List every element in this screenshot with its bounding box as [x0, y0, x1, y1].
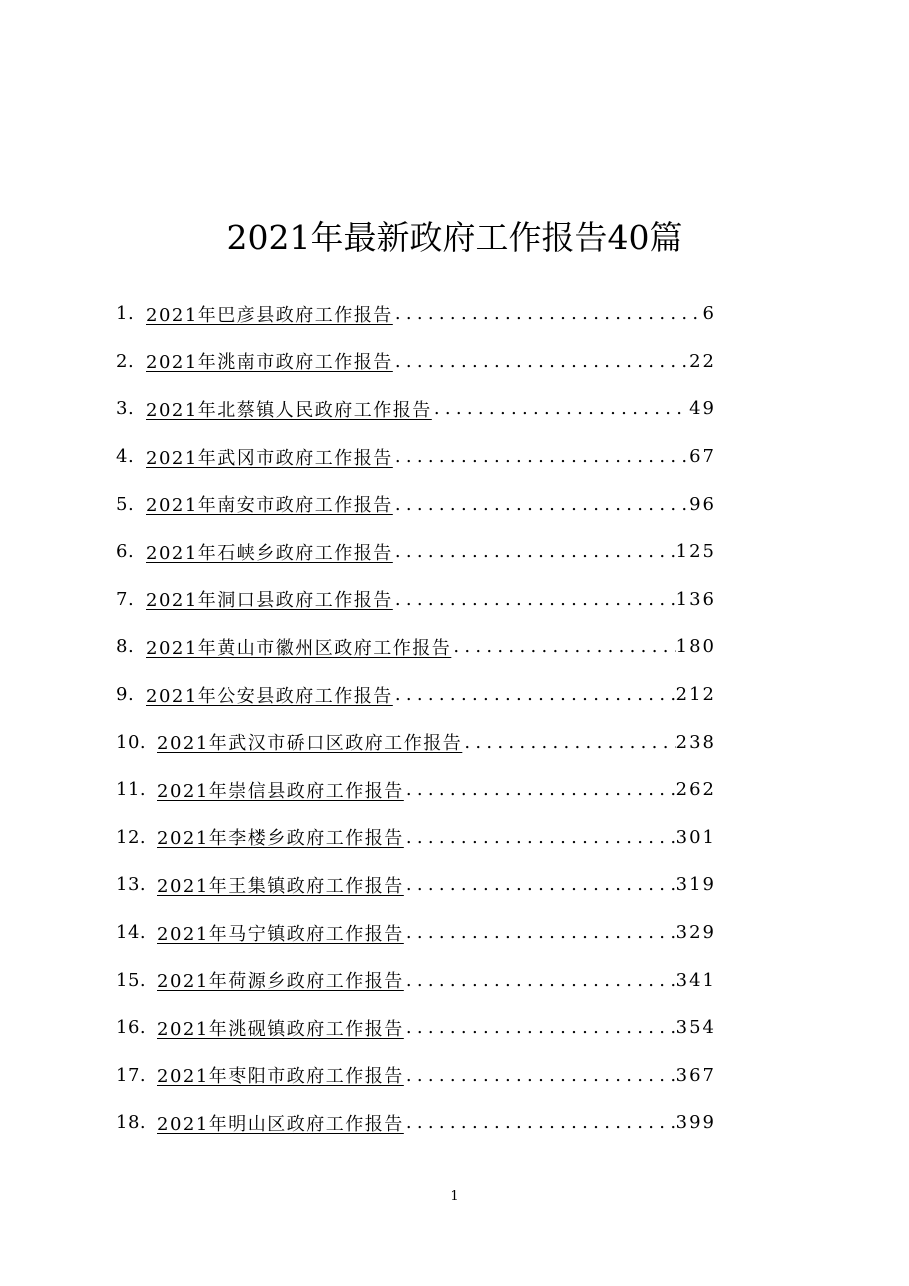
toc-entry-link[interactable]: 2021年崇信县政府工作报告 — [157, 780, 404, 802]
toc-entry — [116, 338, 716, 386]
toc-leader-dots — [395, 303, 703, 324]
toc-entry — [116, 718, 716, 766]
toc-entry-page: 329 — [675, 922, 716, 944]
toc-entry-page: 6 — [702, 303, 716, 325]
toc-entry-number: 15. — [116, 969, 147, 991]
toc-leader-dots — [395, 494, 689, 515]
toc-entry-link[interactable]: 2021年洞口县政府工作报告 — [146, 590, 393, 612]
toc-leader-dots — [464, 732, 675, 753]
toc-entry-link[interactable]: 2021年荷源乡政府工作报告 — [157, 971, 404, 993]
toc-entry-number: 17. — [116, 1064, 147, 1086]
toc-entry-page: 96 — [689, 493, 716, 515]
toc-entry-link[interactable]: 2021年王集镇政府工作报告 — [157, 875, 404, 897]
toc-leader-dots — [406, 1065, 676, 1086]
toc-entry-page: 22 — [689, 350, 716, 372]
toc-entry-page: 354 — [675, 1017, 716, 1039]
toc-leader-dots — [395, 446, 689, 467]
toc-entry — [116, 1099, 716, 1147]
toc-leader-dots — [434, 398, 689, 419]
toc-entry — [116, 1052, 716, 1100]
toc-entry-page: 238 — [675, 731, 716, 753]
toc-entry-number: 2. — [116, 350, 135, 372]
toc-entry-link[interactable]: 2021年武汉市硚口区政府工作报告 — [157, 733, 463, 755]
toc-entry-number: 12. — [116, 826, 147, 848]
toc-entry-number: 7. — [116, 588, 135, 610]
toc-entry-number: 10. — [116, 731, 147, 753]
toc-entry-link[interactable]: 2021年洮砚镇政府工作报告 — [157, 1018, 404, 1040]
toc-leader-dots — [453, 636, 675, 657]
toc-entry-page: 49 — [689, 398, 716, 420]
toc-entry — [116, 290, 716, 338]
page-number: 1 — [450, 1189, 459, 1204]
toc-entry-link[interactable]: 2021年李楼乡政府工作报告 — [157, 828, 404, 850]
toc-entry-link[interactable]: 2021年北蔡镇人民政府工作报告 — [146, 399, 432, 421]
table-of-contents — [116, 290, 716, 1147]
toc-entry-number: 3. — [116, 398, 135, 420]
toc-entry-link[interactable]: 2021年洮南市政府工作报告 — [146, 352, 393, 374]
toc-entry-page: 262 — [675, 779, 716, 801]
toc-entry — [116, 528, 716, 576]
toc-entry-link[interactable]: 2021年明山区政府工作报告 — [157, 1113, 404, 1135]
toc-leader-dots — [406, 1017, 676, 1038]
toc-entry-number: 14. — [116, 922, 147, 944]
toc-leader-dots — [395, 541, 676, 562]
toc-entry-link[interactable]: 2021年武冈市政府工作报告 — [146, 447, 393, 469]
toc-entry-page: 367 — [675, 1064, 716, 1086]
toc-entry-link[interactable]: 2021年枣阳市政府工作报告 — [157, 1066, 404, 1088]
toc-entry — [116, 671, 716, 719]
toc-entry-page: 301 — [675, 826, 716, 848]
toc-leader-dots — [406, 970, 676, 991]
toc-entry-page: 399 — [675, 1112, 716, 1134]
toc-leader-dots — [395, 589, 676, 610]
toc-entry — [116, 956, 716, 1004]
toc-entry — [116, 385, 716, 433]
toc-leader-dots — [406, 922, 676, 943]
toc-entry — [116, 1004, 716, 1052]
toc-entry-link[interactable]: 2021年公安县政府工作报告 — [146, 685, 393, 707]
toc-entry-link[interactable]: 2021年巴彦县政府工作报告 — [146, 304, 393, 326]
toc-leader-dots — [406, 1112, 676, 1133]
toc-entry-link[interactable]: 2021年石峡乡政府工作报告 — [146, 542, 393, 564]
toc-entry — [116, 433, 716, 481]
toc-entry — [116, 766, 716, 814]
toc-entry-number: 13. — [116, 874, 147, 896]
toc-entry — [116, 861, 716, 909]
toc-entry-number: 18. — [116, 1112, 147, 1134]
toc-entry-number: 6. — [116, 541, 135, 563]
toc-entry-page: 125 — [675, 541, 716, 563]
toc-entry-number: 1. — [116, 303, 135, 325]
toc-entry-number: 8. — [116, 636, 135, 658]
toc-leader-dots — [395, 684, 676, 705]
toc-entry — [116, 623, 716, 671]
toc-entry-number: 5. — [116, 493, 135, 515]
toc-leader-dots — [406, 779, 676, 800]
toc-entry-page: 212 — [675, 684, 716, 706]
toc-entry-page: 180 — [675, 636, 716, 658]
toc-entry-link[interactable]: 2021年南安市政府工作报告 — [146, 495, 393, 517]
toc-entry-page: 341 — [675, 969, 716, 991]
toc-leader-dots — [406, 827, 676, 848]
toc-entry-number: 9. — [116, 684, 135, 706]
toc-leader-dots — [406, 874, 676, 895]
document-title: 2021年最新政府工作报告40篇 — [226, 218, 683, 257]
toc-entry-page: 67 — [689, 446, 716, 468]
toc-entry-number: 4. — [116, 446, 135, 468]
toc-entry — [116, 909, 716, 957]
toc-entry-number: 11. — [116, 779, 147, 801]
toc-leader-dots — [395, 351, 689, 372]
toc-entry-page: 136 — [675, 588, 716, 610]
toc-entry — [116, 480, 716, 528]
toc-entry-number: 16. — [116, 1017, 147, 1039]
toc-entry-page: 319 — [675, 874, 716, 896]
toc-entry-link[interactable]: 2021年马宁镇政府工作报告 — [157, 923, 404, 945]
toc-entry — [116, 576, 716, 624]
toc-entry-link[interactable]: 2021年黄山市徽州区政府工作报告 — [146, 637, 452, 659]
toc-entry — [116, 814, 716, 862]
